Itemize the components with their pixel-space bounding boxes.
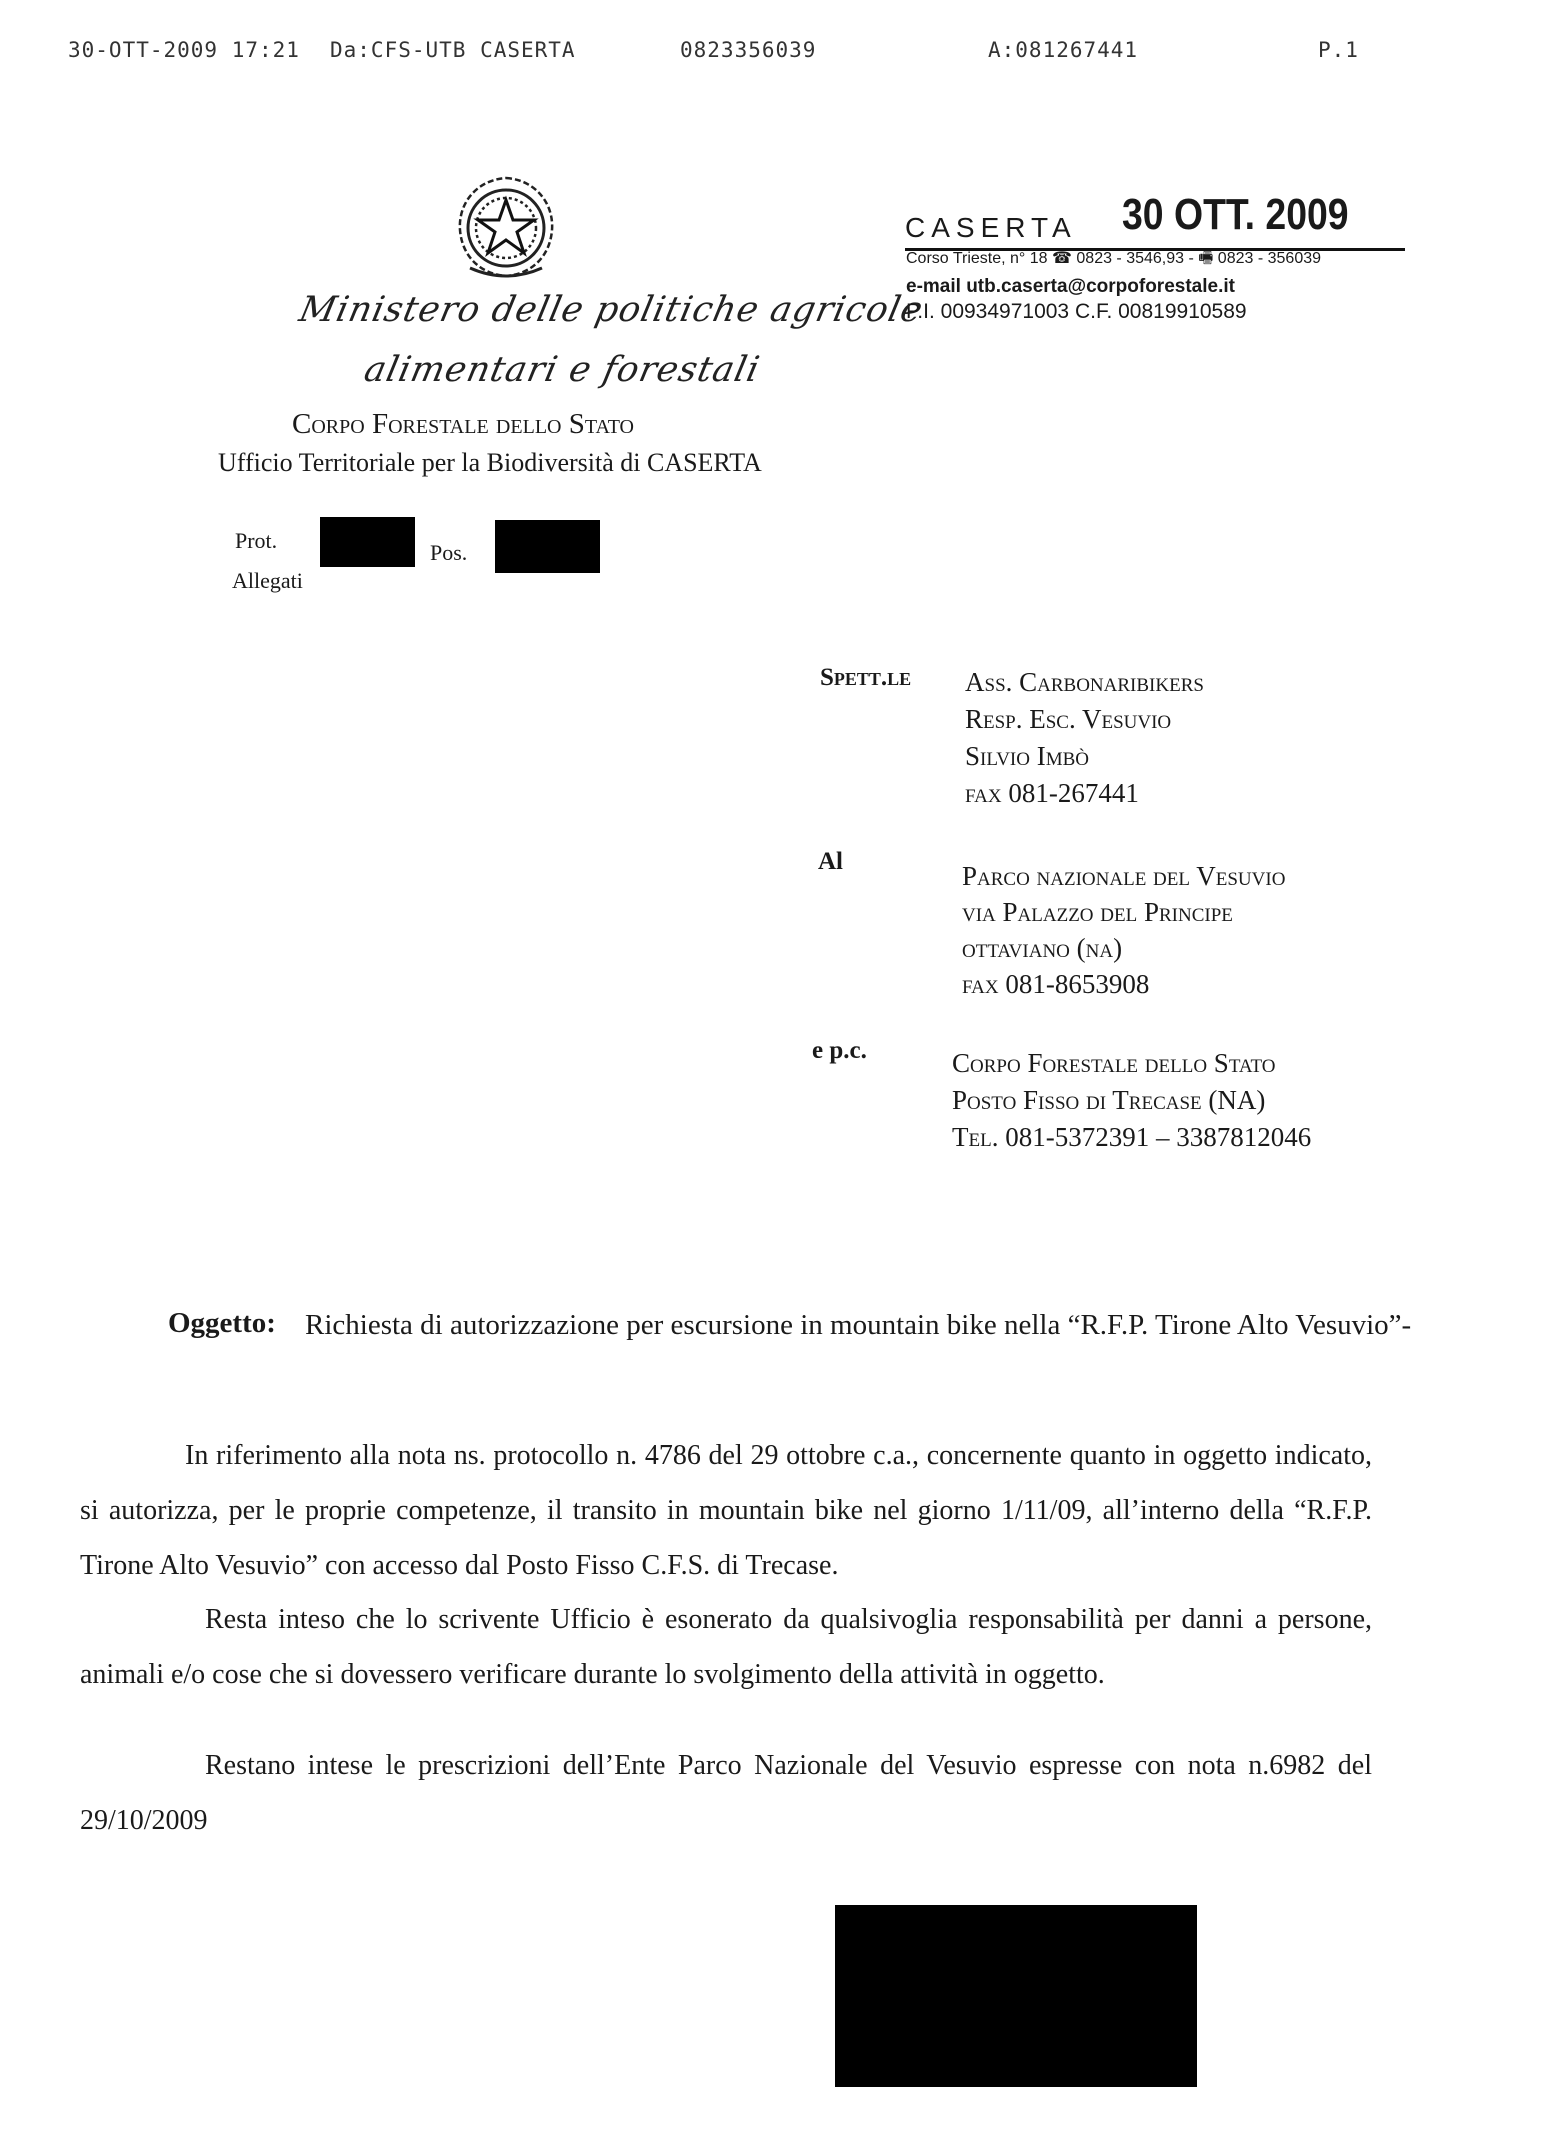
body-paragraph-prescriptions: Restano intese le prescrizioni dell’Ente Parco Nazionale del Vesuvio espresse con nota n.6982 del 29/10/2009 <box>80 1750 1372 1836</box>
redacted-prot-number <box>320 517 415 567</box>
office-tax-ids: P.I. 00934971003 C.F. 00819910589 <box>906 300 1247 323</box>
recipient-label-spettle: Spett.le <box>820 664 912 691</box>
recipient-block-parco-vesuvio <box>962 858 1285 1002</box>
pos-label: Pos. <box>430 540 468 565</box>
recipient-line: fax 081-267441 <box>965 778 1139 808</box>
redacted-signature <box>835 1905 1197 2087</box>
body-paragraph-liability: Resta inteso che lo scrivente Ufficio è esonerato da qualsivoglia responsabilità per danni a persone, animali e/o cose che si dovessero verificare durante lo svolgimento della attività in oggetto. <box>80 1604 1372 1690</box>
recipient-line: fax 081-8653908 <box>962 969 1150 999</box>
fax-sender: Da:CFS-UTB CASERTA <box>330 38 576 62</box>
recipient-line: via Palazzo del Principe <box>962 897 1233 927</box>
office-name: Ufficio Territoriale per la Biodiversità di CASERTA <box>218 448 762 477</box>
recipient-label-al: Al <box>818 848 843 875</box>
fax-sender-number: 0823356039 <box>680 38 817 62</box>
redacted-pos-number <box>495 520 600 573</box>
recipient-line: ottaviano (na) <box>962 933 1123 963</box>
republic-emblem-icon <box>450 172 562 284</box>
recipient-line: Resp. Esc. Vesuvio <box>965 704 1172 734</box>
prot-label: Prot. <box>235 528 278 553</box>
ministry-name-line2: alimentari e forestali <box>360 350 764 390</box>
fax-page-number: P.1 <box>1318 38 1359 62</box>
office-email: e-mail utb.caserta@corpoforestale.it <box>906 276 1235 297</box>
recipient-block-carbonaribikers <box>965 664 1204 812</box>
body-paragraph-authorization: In riferimento alla nota ns. protocollo n. 4786 del 29 ottobre c.a., concernente quanto in oggetto indicato, si autorizza, per le proprie competenze, il transito in mountain bike nel giorno 1/11/09, all’interno della “R.F.P. Tirone Alto Vesuvio” con accesso dal Posto Fisso C.F.S. di Trecase. <box>80 1440 1372 1581</box>
recipient-block-cfs-trecase <box>952 1045 1311 1156</box>
ministry-name-line1: Ministero delle politiche agricole <box>295 290 927 330</box>
fax-datetime: 30-OTT-2009 17:21 <box>68 38 300 62</box>
stamped-date: 30 OTT. 2009 <box>1122 190 1349 239</box>
recipient-line: Posto Fisso di Trecase (NA) <box>952 1085 1266 1115</box>
subject-label: Oggetto: <box>168 1307 276 1339</box>
recipient-line: Corpo Forestale dello Stato <box>952 1048 1276 1078</box>
recipient-line: Parco nazionale del Vesuvio <box>962 861 1286 891</box>
fax-header <box>68 38 1490 68</box>
recipient-line: Silvio Imbò <box>965 741 1090 771</box>
allegati-label: Allegati <box>232 568 303 593</box>
office-address-phone: Corso Trieste, n° 18 ☎ 0823 - 3546,93 - 🖷 0823 - 356039 <box>906 250 1322 267</box>
recipient-label-epc: e p.c. <box>812 1037 867 1064</box>
fax-recipient: A:081267441 <box>988 38 1139 62</box>
recipient-line: Ass. Carbonaribikers <box>965 667 1204 697</box>
city-label: CASERTA <box>905 212 1077 243</box>
subject-text: Richiesta di autorizzazione per escursione in mountain bike nella “R.F.P. Tirone Alto Vesuvio”- <box>305 1309 1412 1341</box>
recipient-line: Tel. 081-5372391 – 3387812046 <box>952 1122 1312 1152</box>
corps-name: Corpo Forestale dello Stato <box>292 408 634 440</box>
